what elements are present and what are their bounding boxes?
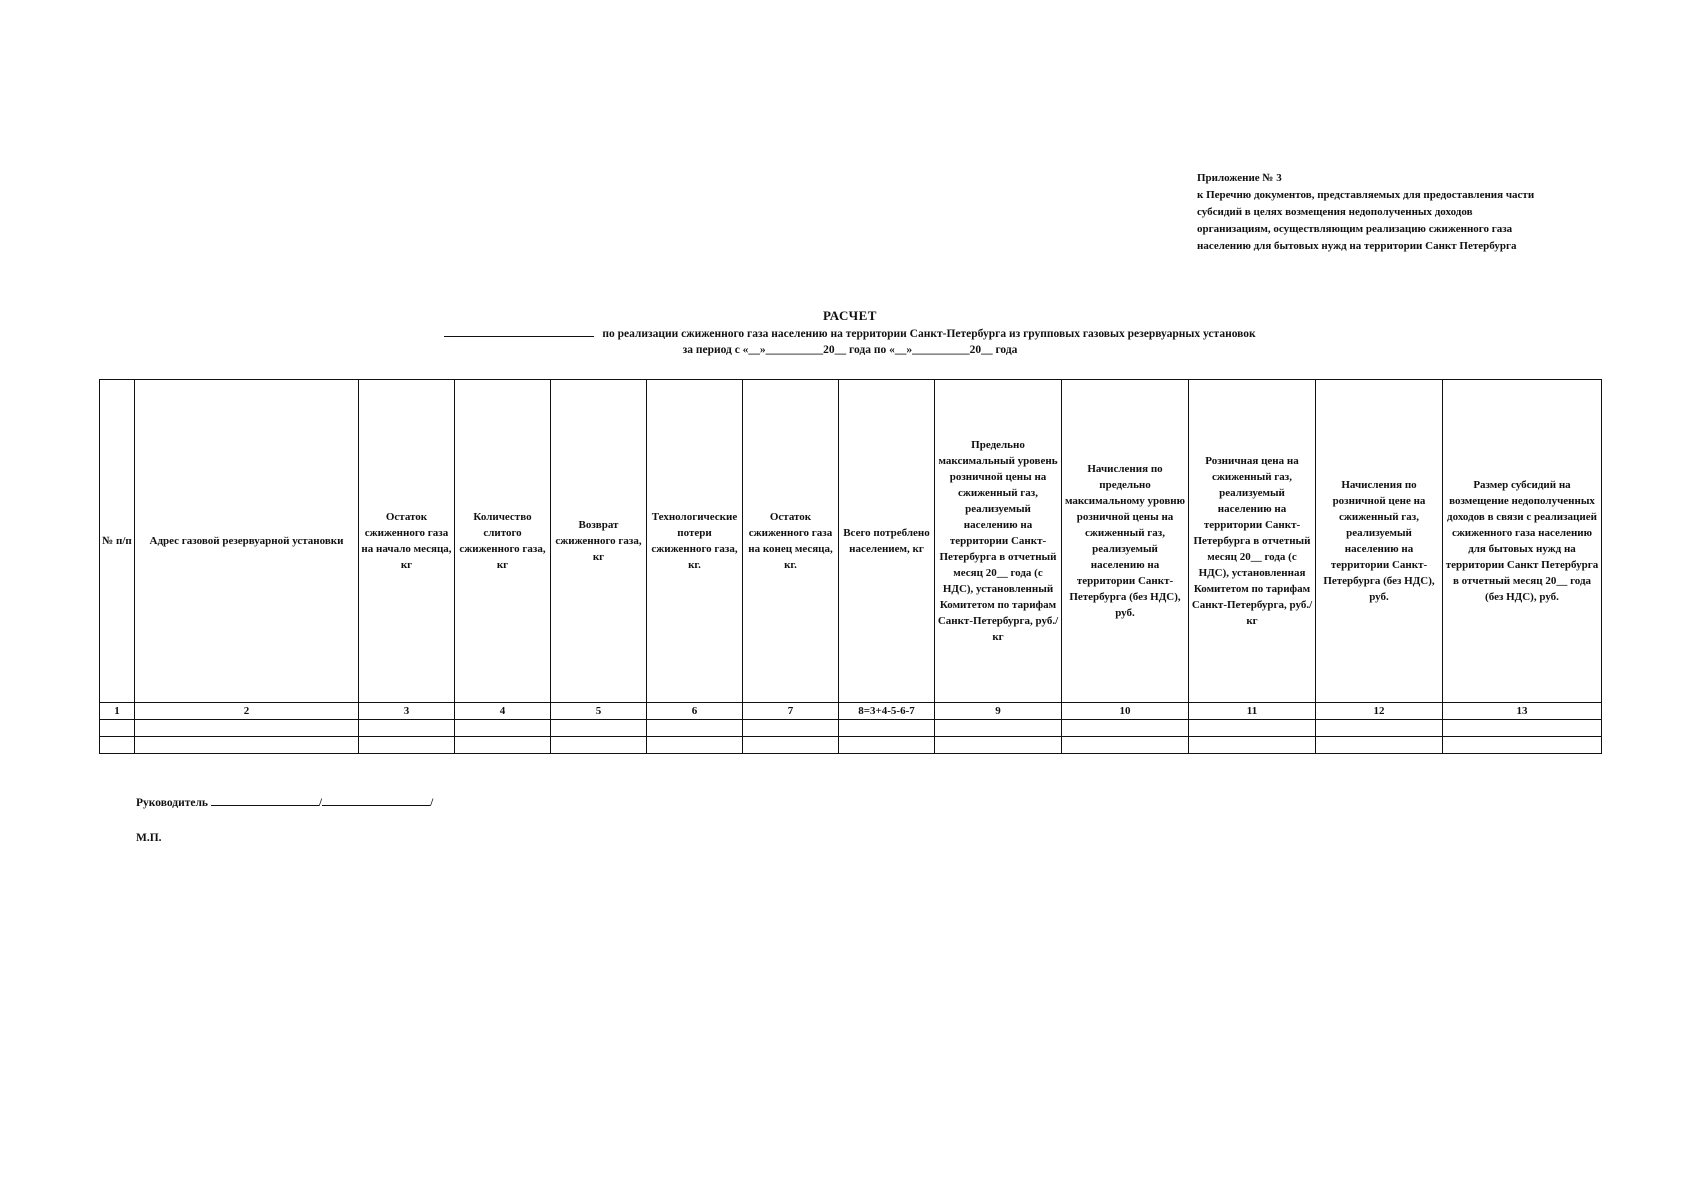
table-cell[interactable] — [1316, 720, 1443, 737]
table-row — [100, 737, 1602, 754]
table-cell[interactable] — [839, 720, 935, 737]
signature-label: Руководитель — [136, 797, 208, 809]
table-cell[interactable] — [551, 720, 647, 737]
table-cell[interactable] — [1443, 720, 1602, 737]
table-cell[interactable] — [135, 720, 359, 737]
header-cell: Технологические потери сжиженного газа, кг. — [647, 380, 743, 703]
name-blank[interactable] — [322, 795, 430, 806]
title-heading: РАСЧЕТ — [823, 308, 877, 323]
table-cell[interactable] — [135, 737, 359, 754]
title-period: за период с «__»__________20__ года по «__»__________20__ года — [682, 344, 1018, 356]
table-cell[interactable] — [100, 720, 135, 737]
title-subject-text: по реализации сжиженного газа населению на территории Санкт-Петербурга из групповых газовых резервуарных установок — [602, 328, 1256, 340]
table-cell[interactable] — [839, 737, 935, 754]
table-cell[interactable] — [551, 737, 647, 754]
header-cell: Размер субсидий на возмещение недополученных доходов в связи с реализацией сжиженного газа населению для бытовых нужд на территории Санкт Петербурга в отчетный месяц 20__ года (без НДС), руб. — [1443, 380, 1602, 703]
table-cell[interactable] — [647, 720, 743, 737]
column-number: 8=3+4-5-6-7 — [839, 703, 935, 720]
table-cell[interactable] — [1189, 737, 1316, 754]
header-cell: Количество слитого сжиженного газа, кг — [455, 380, 551, 703]
column-number: 12 — [1316, 703, 1443, 720]
appendix-line: к Перечню документов, представляемых для предоставления части — [1197, 189, 1535, 201]
table-cell[interactable] — [359, 720, 455, 737]
table-cell[interactable] — [743, 720, 839, 737]
table-cell[interactable] — [1062, 720, 1189, 737]
header-cell: Розничная цена на сжиженный газ, реализуемый населению на территории Санкт-Петербурга в отчетный месяц 20__ года (с НДС), установленная Комитетом по тарифам Санкт-Петербурга, руб./кг — [1189, 380, 1316, 703]
table-cell[interactable] — [935, 720, 1062, 737]
title-subject — [380, 326, 1320, 342]
table-cell[interactable] — [647, 737, 743, 754]
header-cell: № п/п — [100, 380, 135, 703]
table-row — [100, 720, 1602, 737]
header-cell: Возврат сжиженного газа, кг — [551, 380, 647, 703]
signature-line — [136, 795, 433, 809]
column-number: 3 — [359, 703, 455, 720]
appendix-line: населению для бытовых нужд на территории Санкт Петербурга — [1197, 240, 1517, 252]
document-title — [380, 308, 1320, 358]
column-number: 9 — [935, 703, 1062, 720]
table-cell[interactable] — [935, 737, 1062, 754]
appendix-note — [1197, 170, 1617, 255]
header-cell: Адрес газовой резервуарной установки — [135, 380, 359, 703]
column-number-row — [100, 703, 1602, 720]
column-number: 13 — [1443, 703, 1602, 720]
header-cell: Предельно максимальный уровень розничной цены на сжиженный газ, реализуемый населению на территории Санкт-Петербурга в отчетный месяц 20__ года (с НДС), установленный Комитетом по тарифам Санкт-Петербурга, руб./кг — [935, 380, 1062, 703]
signature-blank[interactable] — [211, 795, 319, 806]
column-number: 6 — [647, 703, 743, 720]
column-number: 7 — [743, 703, 839, 720]
table-cell[interactable] — [455, 720, 551, 737]
header-cell: Остаток сжиженного газа на начало месяца, кг — [359, 380, 455, 703]
column-number: 2 — [135, 703, 359, 720]
column-number: 11 — [1189, 703, 1316, 720]
header-cell: Начисления по предельно максимальному уровню розничной цены на сжиженный газ, реализуемый населению на территории Санкт-Петербурга (без НДС), руб. — [1062, 380, 1189, 703]
column-number: 10 — [1062, 703, 1189, 720]
header-cell: Остаток сжиженного газа на конец месяца, кг. — [743, 380, 839, 703]
signature-separator: / — [318, 797, 323, 809]
table-cell[interactable] — [1189, 720, 1316, 737]
table-cell[interactable] — [100, 737, 135, 754]
appendix-line: субсидий в целях возмещения недополученных доходов — [1197, 206, 1473, 218]
table-cell[interactable] — [1316, 737, 1443, 754]
calculation-table — [99, 379, 1602, 754]
table-cell[interactable] — [455, 737, 551, 754]
table-cell[interactable] — [359, 737, 455, 754]
column-number: 4 — [455, 703, 551, 720]
stamp-place: М.П. — [136, 832, 162, 844]
appendix-line: организациям, осуществляющим реализацию сжиженного газа — [1197, 223, 1513, 235]
organization-blank-line — [444, 326, 594, 337]
table-cell[interactable] — [1443, 737, 1602, 754]
signature-separator: / — [430, 797, 434, 809]
appendix-line: Приложение № 3 — [1197, 172, 1282, 184]
header-row — [100, 380, 1602, 703]
table-cell[interactable] — [743, 737, 839, 754]
table-cell[interactable] — [1062, 737, 1189, 754]
header-cell: Начисления по розничной цене на сжиженный газ, реализуемый населению на территории Санкт-Петербурга (без НДС), руб. — [1316, 380, 1443, 703]
column-number: 5 — [551, 703, 647, 720]
column-number: 1 — [100, 703, 135, 720]
header-cell: Всего потреблено населением, кг — [839, 380, 935, 703]
